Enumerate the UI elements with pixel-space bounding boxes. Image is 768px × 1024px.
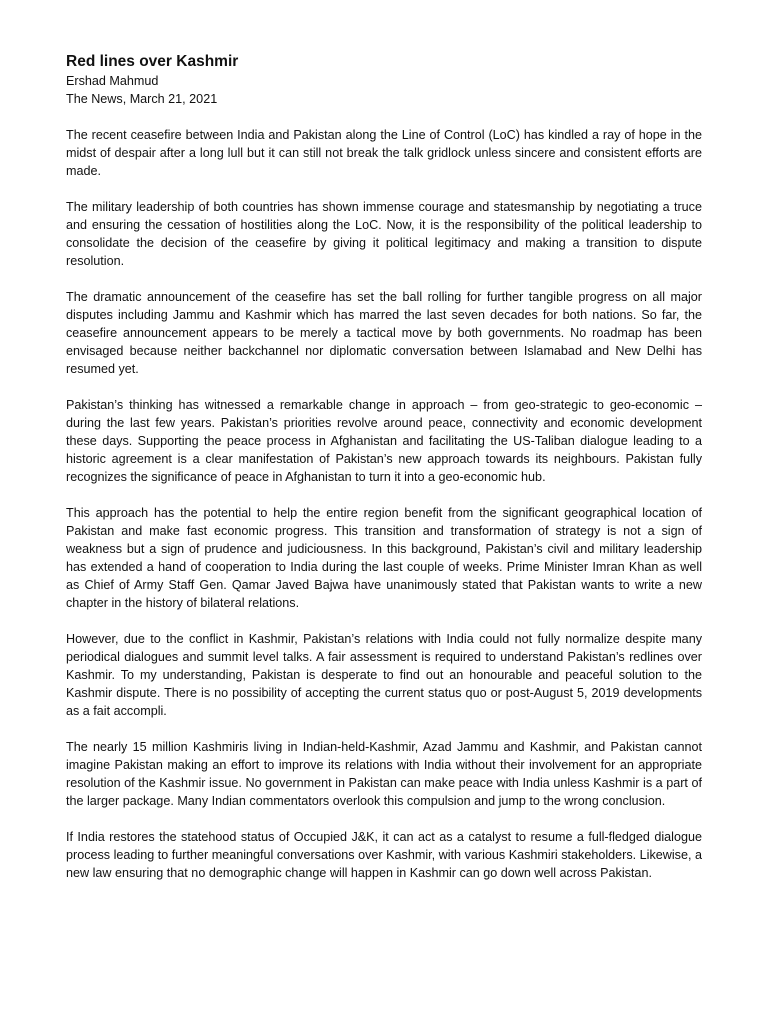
article-paragraph: The military leadership of both countries has shown immense courage and statesmanship by negotiating a truce and ensuring the cessation of hostilities along the LoC. Now, it is the responsibility of the political leadership to consolidate the decision of the ceasefire by giving it political legitimacy and making a transition to dispute resolution. [66, 200, 702, 268]
article-page [66, 52, 702, 882]
article-paragraph: The recent ceasefire between India and Pakistan along the Line of Control (LoC) has kindled a ray of hope in the midst of despair after a long lull but it can still not break the talk gridlock unless sincere and consistent efforts are made. [66, 128, 702, 178]
article-paragraph: Pakistan’s thinking has witnessed a remarkable change in approach – from geo-strategic to geo-economic – during the last few years. Pakistan’s priorities revolve around peace, connectivity and economic development these days. Supporting the peace process in Afghanistan and facilitating the US-Taliban dialogue leading to a historic agreement is a clear manifestation of Pakistan’s new approach towards its neighbours. Pakistan fully recognizes the significance of peace in Afghanistan to turn it into a geo-economic hub. [66, 398, 702, 484]
article-paragraph: If India restores the statehood status of Occupied J&K, it can act as a catalyst to resume a full-fledged dialogue process leading to further meaningful conversations over Kashmir, with various Kashmiri stakeholders. Likewise, a new law ensuring that no demographic change will happen in Kashmir can go down well across Pakistan. [66, 830, 702, 880]
article-title: Red lines over Kashmir [66, 53, 239, 70]
article-paragraph: The dramatic announcement of the ceasefire has set the ball rolling for further tangible progress on all major disputes including Jammu and Kashmir which has marred the last seven decades for both nations. So far, the ceasefire announcement appears to be merely a tactical move by both governments. No roadmap has been envisaged because neither backchannel nor diplomatic conversation between Islamabad and New Delhi has resumed yet. [66, 290, 702, 376]
article-paragraph: The nearly 15 million Kashmiris living in Indian-held-Kashmir, Azad Jammu and Kashmir, and Pakistan cannot imagine Pakistan making an effort to improve its relations with India without their involvement for an appropriate resolution of the Kashmir issue. No government in Pakistan can make peace with India unless Kashmir is a part of the larger package. Many Indian commentators overlook this compulsion and jump to the wrong conclusion. [66, 740, 702, 808]
article-author: Ershad Mahmud [66, 74, 159, 88]
article-paragraph: This approach has the potential to help the entire region benefit from the significant geographical location of Pakistan and make fast economic progress. This transition and transformation of strategy is not a sign of weakness but a sign of prudence and judiciousness. In this background, Pakistan’s civil and military leadership has extended a hand of cooperation to India during the last couple of weeks. Prime Minister Imran Khan as well as Chief of Army Staff Gen. Qamar Javed Bajwa have unanimously stated that Pakistan wants to write a new chapter in the history of bilateral relations. [66, 506, 702, 610]
article-header [66, 52, 702, 108]
article-paragraph: However, due to the conflict in Kashmir, Pakistan’s relations with India could not fully normalize despite many periodical dialogues and summit level talks. A fair assessment is required to understand Pakistan’s redlines over Kashmir. To my understanding, Pakistan is desperate to find out an honourable and peaceful solution to the Kashmir dispute. There is no possibility of accepting the current status quo or post-August 5, 2019 developments as a fait accompli. [66, 632, 702, 718]
article-source: The News, March 21, 2021 [66, 92, 218, 106]
article-body [66, 126, 702, 882]
